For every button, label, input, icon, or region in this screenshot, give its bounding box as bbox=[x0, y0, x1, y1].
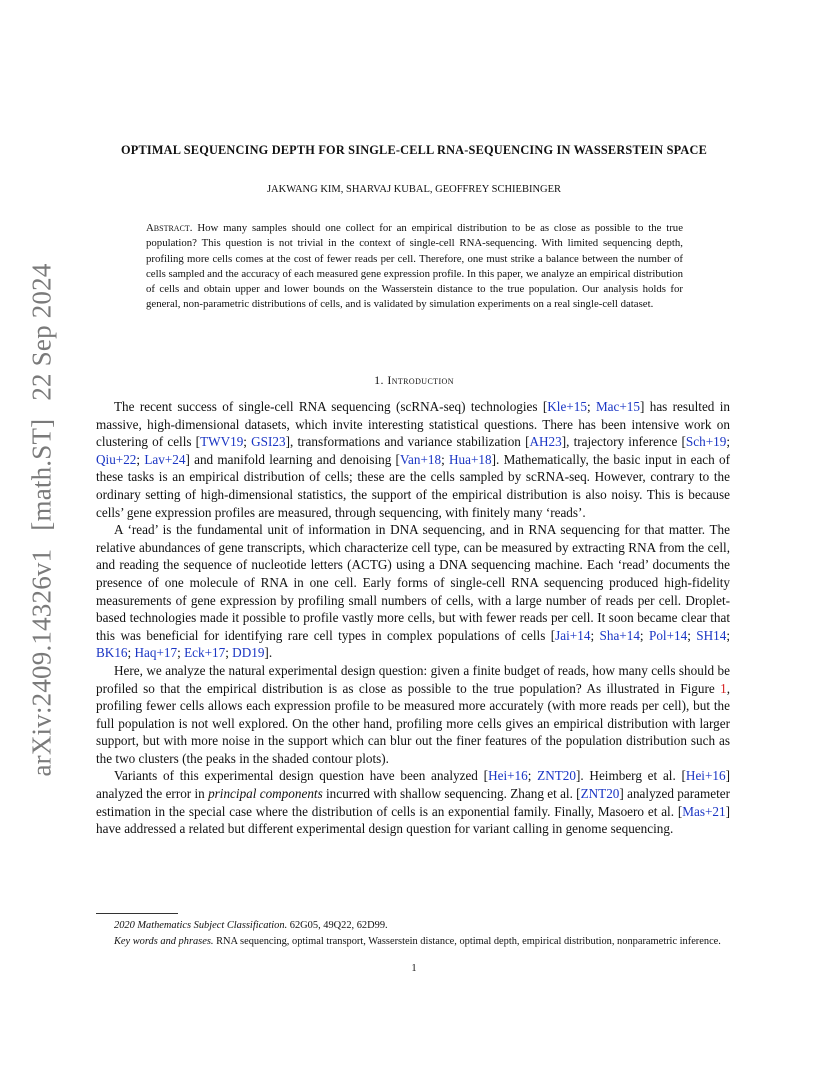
text-run: ; bbox=[127, 645, 135, 661]
text-run: incurred with shallow sequencing. Zhang et al. [ bbox=[322, 786, 581, 802]
text-run: ; bbox=[441, 451, 450, 467]
text-run: ; bbox=[639, 627, 649, 643]
text-run: ] analyzed parameter estimation in the special case where the distribution of cells is an exponential family. Finally, Masoero et al. [ bbox=[96, 786, 730, 819]
text-run: ], trajectory inference [ bbox=[561, 434, 686, 450]
section-number: 1. bbox=[374, 373, 384, 387]
emphasized-text: principal components bbox=[208, 786, 323, 802]
text-run: ] has resulted in massive, high-dimensional datasets, which invite interesting statistical questions. There has been intensive work on clustering of cells [ bbox=[96, 399, 730, 450]
citation-link[interactable]: Hua+18 bbox=[449, 451, 492, 467]
footnote-divider bbox=[96, 913, 178, 914]
text-run: ] have addressed a related but different experimental design question for variant calling in genome sequencing. bbox=[96, 803, 730, 837]
text-run: ; bbox=[586, 399, 596, 414]
text-run: ; bbox=[590, 627, 600, 643]
citation-link[interactable]: Hei+16 bbox=[488, 768, 528, 784]
arxiv-sidebar-stamp bbox=[22, 263, 62, 777]
arxiv-category: [math.ST] bbox=[26, 418, 57, 531]
text-run: ]. Mathematically, the basic input in each of these tasks is an empirical distribution of cells; these are the cells sampled by scRNA-seq. However, contrary to the ordinary setting of high-dimensional statistics, the support of the empirical distribution is also noisy. This is because cells’ gene expression profiles are measured, through sequencing, with finitely many ‘reads’. bbox=[96, 451, 730, 520]
text-run: ; bbox=[527, 768, 538, 784]
abstract-text: How many samples should one collect for an empirical distribution to be as close as possible to the true population? This question is not trivial in the context of single-cell RNA-sequencing. With limited sequencing depth, profiling more cells comes at the cost of fewer reads per cell. Therefore, one must strike a balance between the number of cells sampled and the accuracy of each measured gene expression profile. In this paper, we analyze an empirical distribution of cells and obtain upper and lower bounds on the Wasserstein distance to the true population. Our analysis holds for general, non-parametric distributions of cells, and is validated by simulation experiments on a real single-cell dataset. bbox=[146, 222, 683, 311]
citation-link[interactable]: Eck+17 bbox=[184, 645, 226, 661]
paragraph bbox=[96, 767, 730, 837]
citation-link[interactable]: SH14 bbox=[696, 627, 727, 643]
paper-authors: JAKWANG KIM, SHARVAJ KUBAL, GEOFFREY SCHIEBINGER bbox=[266, 184, 562, 195]
text-run: ; bbox=[243, 434, 252, 450]
citation-link[interactable]: Van+18 bbox=[399, 451, 442, 467]
citation-link[interactable]: Qiu+22 bbox=[96, 451, 137, 467]
citation-link[interactable]: Sha+14 bbox=[599, 627, 640, 643]
text-run: ; bbox=[687, 627, 697, 643]
footnote-keywords bbox=[96, 934, 730, 950]
citation-link[interactable]: Haq+17 bbox=[134, 645, 178, 661]
abstract bbox=[146, 221, 683, 313]
citation-link[interactable]: Jai+14 bbox=[555, 627, 591, 643]
text-run: ]. Heimberg et al. [ bbox=[575, 768, 686, 784]
body-text bbox=[96, 398, 730, 838]
msc-label: 2020 Mathematics Subject Classification. bbox=[114, 920, 288, 931]
paragraph bbox=[96, 521, 730, 662]
figure-reference-link[interactable]: 1 bbox=[720, 680, 727, 696]
citation-link[interactable]: Kle+15 bbox=[547, 399, 587, 414]
text-run: ; bbox=[177, 645, 185, 661]
citation-link[interactable]: Sch+19 bbox=[685, 434, 727, 450]
citation-link[interactable]: DD19 bbox=[232, 645, 265, 661]
msc-text: 62G05, 49Q22, 62D99. bbox=[289, 920, 388, 931]
citation-link[interactable]: Mac+15 bbox=[595, 399, 640, 414]
text-run: Variants of this experimental design question have been analyzed [ bbox=[114, 768, 489, 784]
citation-link[interactable]: Hei+16 bbox=[685, 768, 726, 784]
text-run: , profiling fewer cells allows each expression profile to be measured more accurately (with more reads per cell), but the full population is not well explored. On the other hand, profiling more cells gives an empirical distribution with larger support, but with more noise in the support which can blur out the finer features of the population distribution such as the two clusters (the peaks in the shaded contour plots). bbox=[96, 680, 730, 766]
paper-title: OPTIMAL SEQUENCING DEPTH FOR SINGLE-CELL RNA-SEQUENCING IN WASSERSTEIN SPACE bbox=[121, 143, 707, 157]
text-run: ]. bbox=[264, 645, 273, 661]
footnote-msc bbox=[96, 918, 730, 934]
paragraph bbox=[96, 662, 730, 768]
keywords-text: RNA sequencing, optimal transport, Wasserstein distance, optimal depth, empirical distribution, nonparametric inference. bbox=[216, 935, 721, 947]
text-run: ] analyzed the error in bbox=[96, 768, 730, 802]
text-run: ; bbox=[225, 645, 233, 661]
citation-link[interactable]: BK16 bbox=[96, 645, 128, 661]
keywords-label: Key words and phrases. bbox=[114, 935, 214, 947]
citation-link[interactable]: ZNT20 bbox=[537, 768, 576, 784]
citation-link[interactable]: TWV19 bbox=[200, 434, 244, 450]
citation-link[interactable]: AH23 bbox=[529, 434, 562, 450]
text-run: ], transformations and variance stabilization [ bbox=[285, 434, 530, 450]
text-run: ; bbox=[726, 434, 730, 450]
section-heading bbox=[0, 373, 828, 388]
citation-link[interactable]: Pol+14 bbox=[649, 627, 688, 643]
citation-link[interactable]: ZNT20 bbox=[580, 786, 620, 802]
arxiv-date: 22 Sep 2024 bbox=[26, 263, 57, 401]
citation-link[interactable]: Lav+24 bbox=[144, 451, 186, 467]
citation-link[interactable]: Mas+21 bbox=[682, 803, 726, 819]
abstract-label: Abstract. bbox=[146, 222, 193, 234]
citation-link[interactable]: GSI23 bbox=[251, 434, 286, 450]
text-run: ; bbox=[726, 627, 731, 643]
text-run: ] and manifold learning and denoising [ bbox=[185, 451, 400, 467]
arxiv-stamp-text bbox=[27, 254, 58, 785]
text-run: ; bbox=[136, 451, 145, 467]
arxiv-id: arXiv:2409.14326v1 bbox=[26, 548, 57, 777]
text-run: A ‘read’ is the fundamental unit of information in DNA sequencing, and in RNA sequencing for that matter. The relative abundances of gene transcripts, which characterize cell type, can be measured by extracting RNA from the cell, and reading the sequence of nucleotide letters (ACTG) using a DNA sequencing machine. Each ‘read’ documents the presence of one molecule of RNA in one cell. Early forms of single-cell RNA sequencing produced high-fidelity measurements of gene expression by profiling small numbers of cells, with a large number of reads per cell. Droplet-based technologies made it possible to profile vastly more cells, but with fewer reads per cell. It soon became clear that this was beneficial for identifying rare cell types in complex populations of cells [ bbox=[96, 522, 730, 643]
paragraph bbox=[96, 398, 730, 521]
section-title: Introduction bbox=[387, 373, 454, 387]
text-run: Here, we analyze the natural experimental design question: given a finite budget of reads, how many cells should be profiled so that the empirical distribution is as close as possible to the true population? As illustrated in Figure bbox=[96, 662, 730, 696]
page-number: 1 bbox=[411, 963, 417, 974]
footnotes bbox=[96, 918, 730, 949]
text-run: The recent success of single-cell RNA sequencing (scRNA-seq) technologies [ bbox=[114, 399, 548, 414]
